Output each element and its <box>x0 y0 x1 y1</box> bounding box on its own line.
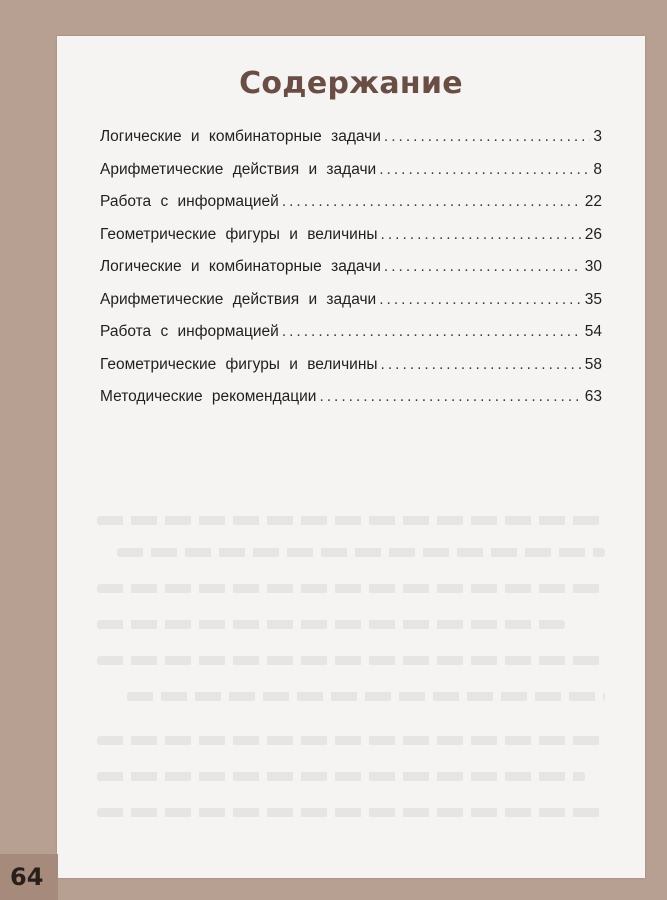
toc-entry-page: 26 <box>584 225 602 243</box>
toc-entry[interactable] <box>100 388 602 421</box>
toc-entry-page: 30 <box>584 258 602 275</box>
bleed-through-line <box>97 656 605 665</box>
bleed-through-line <box>117 548 605 557</box>
toc-leader-dots <box>384 258 582 276</box>
toc-entry-label: Работа с информацией <box>100 323 279 340</box>
toc-entry[interactable] <box>100 356 602 389</box>
toc-leader-dots <box>379 291 582 309</box>
toc-entry-label: Логические и комбинаторные задачи <box>100 258 381 275</box>
toc-entry[interactable] <box>100 161 602 194</box>
toc-leader-dots <box>319 388 581 406</box>
toc-entry-label: Арифметические действия и задачи <box>100 160 377 178</box>
bleed-through-line <box>97 736 605 745</box>
toc-leader-dots <box>384 128 590 146</box>
bleed-through-line <box>97 808 605 817</box>
bleed-through-line <box>97 584 605 593</box>
toc-entry[interactable] <box>100 193 602 226</box>
table-of-contents <box>100 128 602 421</box>
bleed-through-line <box>97 772 585 781</box>
toc-entry[interactable] <box>100 128 602 161</box>
toc-entry-label: Работа с информацией <box>100 193 279 210</box>
bleed-through-line <box>127 692 605 701</box>
toc-entry[interactable] <box>100 226 602 259</box>
toc-entry-page: 8 <box>593 160 602 178</box>
toc-entry[interactable] <box>100 323 602 356</box>
toc-entry-label: Геометрические фигуры и величины <box>100 355 378 373</box>
page-number-box <box>0 854 58 900</box>
toc-leader-dots <box>282 193 582 211</box>
page-title: Содержание <box>239 66 463 101</box>
toc-entry-label: Арифметические действия и задачи <box>100 290 377 308</box>
toc-entry-page: 58 <box>584 355 602 373</box>
toc-leader-dots <box>381 226 582 244</box>
book-page <box>57 36 645 878</box>
toc-leader-dots <box>381 356 582 374</box>
toc-entry-label: Геометрические фигуры и величины <box>100 225 378 243</box>
toc-entry-page: 3 <box>593 128 602 145</box>
toc-entry-label: Логические и комбинаторные задачи <box>100 128 381 145</box>
bleed-through-line <box>97 620 565 629</box>
toc-leader-dots <box>282 323 582 341</box>
bleed-through-line <box>97 516 605 525</box>
toc-entry[interactable] <box>100 291 602 324</box>
page-number: 64 <box>10 863 44 891</box>
toc-entry-label: Методические рекомендации <box>100 388 317 405</box>
toc-entry-page: 63 <box>584 388 602 405</box>
toc-leader-dots <box>379 161 590 179</box>
toc-entry-page: 22 <box>584 193 602 210</box>
toc-entry-page: 35 <box>584 290 602 308</box>
toc-entry[interactable] <box>100 258 602 291</box>
toc-entry-page: 54 <box>584 323 602 340</box>
